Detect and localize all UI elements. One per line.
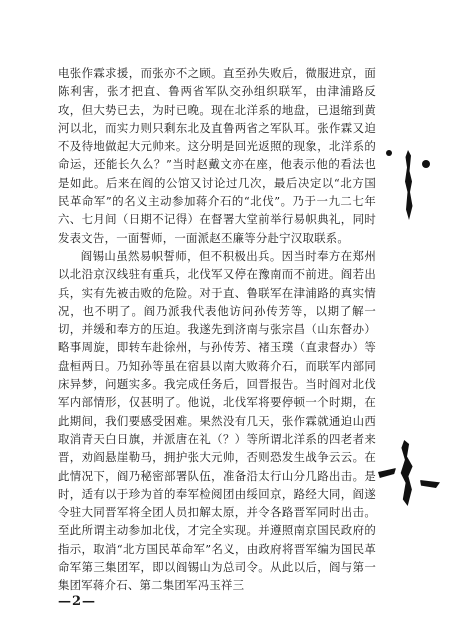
ink-mark	[400, 440, 414, 506]
ink-mark	[378, 468, 396, 478]
ink-mark	[404, 150, 414, 220]
paragraph-continued: 电张作霖求援，而张亦不之顾。直至孙失败后，微服进京，面陈利害，张才把直、鲁两省军队交孙组织联军，由津浦路反攻，但大势已去，为时已晚。现在北洋系的地盘，已退缩到黄河以北，而实力则只剩东北及直鲁两省之军队耳。张作霖又迫不及待地做起大元帅来。这分明是回光返照的现象，北洋系的命运，还能长久么？”当时赵戴文亦在座，他表示他的看法也是如此。后来在阎的公馆又讨论过几次，最后决定以“北方国民革命军”的名义主动参加蒋介石的“北伐”。乃于一九二七年六、七月间（日期不记得）在督署大堂前举行易帜典礼，同时发表文告，一面誓师，一面派赵丕廉等分赴宁汉取联系。	[58, 66, 376, 245]
paragraph: 阎锡山虽然易帜誓师，但不积极出兵。因当时奉方在郑州以北沿京汉线驻有重兵，北伐军又停在豫南而不前进。阎若出兵，实有先被击败的危险。对于直、鲁联军在津浦路的真实情况，也不明了。阎乃派我代表他访问孙传芳等，以期了解一切，并缓和奉方的压迫。我遂先到济南与张宗昌（山东督办）略事周旋，即转车赴徐州，与孙传芳、褚玉璞（直隶督办）等盘桓两日。乃知孙等虽在宿县以南大败蒋介石，而联军内部同床异梦，问题实多。我完成任务后，回晋报告。当时阎对北伐军内部情形，仅甚明了。他说，北伐军将要停顿一个时期，在此期间，我们要感受困难。果然没有几天，张作霖就通迫山西取消青天白日旗，并派唐在礼（？）等所谓北洋系的四老者来晋，劝阎悬崖勒马，拥护张大元帅，否则恐发生战争云云。在此情况下，阎乃秘密部署队伍，准备沿太行山分几路出击。是时，适有以于珍为首的奉军检阅团由绥回京，路经大同，阎遂令驻大同晋军将全团人员扣解太原，并令各路晋军同时出击。至此所谓主动参加北伐，才完全实现。并遵照南京国民政府的指示，取消“北方国民革命军”名义，由政府将晋军编为国民革命军第三集团军，即以阎锡山为总司令。从此以后，阎与第一集团军蒋介石、第二集团军冯玉祥三	[58, 248, 376, 593]
body-text	[58, 64, 376, 595]
page-number: —2—	[58, 594, 97, 609]
ink-mark	[420, 480, 440, 488]
ink-dot	[422, 160, 430, 168]
ink-dot	[386, 150, 392, 156]
